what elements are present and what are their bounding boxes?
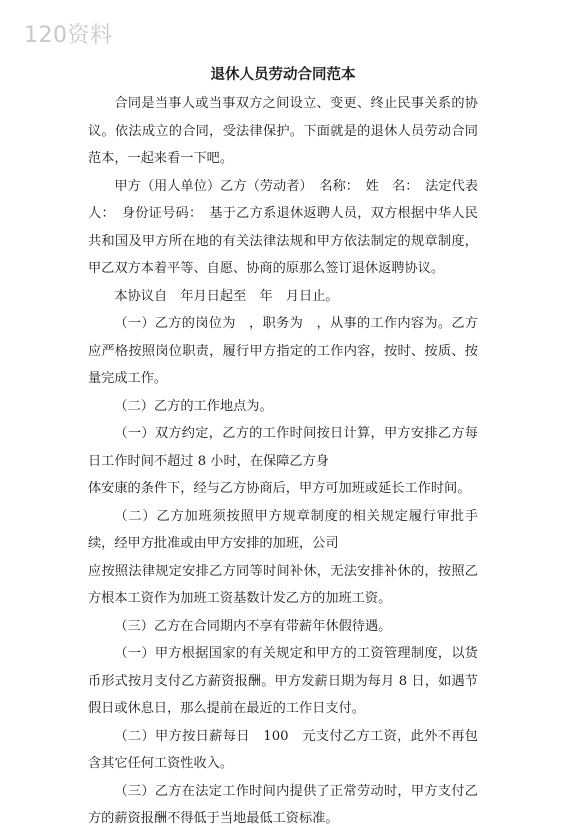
paragraph: （二）甲方按日薪每日 100 元支付乙方工资，此外不再包含其它任何工资性收入。 (88, 728, 478, 771)
paragraph: 甲方（用人单位）乙方（劳动者） 名称： 姓 名： 法定代表人： 身份证号码： 基于乙方系退休返聘人员，双方根据中华人民共和国及甲方所在地的有关法律法规和甲方依法制定的规章制度，甲乙双方本着平等、自愿、协商的原那么签订退休返聘协议。 (88, 178, 478, 276)
paragraph: （三）乙方在法定工作时间内提供了正常劳动时，甲方支付乙方的薪资报酬不得低于当地最低工资标准。 (88, 783, 478, 826)
paragraph: （二）乙方的工作地点为。 (114, 398, 273, 414)
paragraph: （一）双方约定，乙方的工作时间按日计算，甲方安排乙方每日工作时间不超过 8 小时，在保障乙方身 (88, 426, 478, 469)
paragraph: 应按照法律规定安排乙方同等时间补休，无法安排补休的，按照乙方根本工资作为加班工资基数计发乙方的加班工资。 (88, 563, 478, 606)
document-title: 退休人员劳动合同范本 (210, 66, 356, 83)
paragraph: （一）乙方的岗位为 ，职务为 ，从事的工作内容为。乙方应严格按照岗位职责，履行甲方指定的工作内容，按时、按质、按量完成工作。 (88, 316, 478, 386)
paragraph: 本协议自 年月日起至 年 月日止。 (114, 288, 339, 304)
paragraph: （一）甲方根据国家的有关规定和甲方的工资管理制度，以货币形式按月支付乙方薪资报酬。甲方发薪日期为每月 8 日，如遇节假日或休息日，那么提前在最近的工作日支付。 (88, 646, 478, 716)
watermark-logo: 120资料 (24, 23, 113, 48)
paragraph: 合同是当事人或当事双方之间设立、变更、终止民事关系的协议。依法成立的合同，受法律保护。下面就是的退休人员劳动合同范本，一起来看一下吧。 (88, 96, 478, 166)
paragraph: 体安康的条件下，经与乙方协商后，甲方可加班或延长工作时间。 (88, 481, 471, 496)
paragraph: （二）乙方加班须按照甲方规章制度的相关规定履行审批手续，经甲方批准或由甲方安排的加班，公司 (88, 508, 478, 551)
document-body (88, 64, 478, 833)
paragraph: （三）乙方在合同期内不享有带薪年休假待遇。 (114, 618, 392, 634)
paragraph-list (88, 90, 478, 833)
